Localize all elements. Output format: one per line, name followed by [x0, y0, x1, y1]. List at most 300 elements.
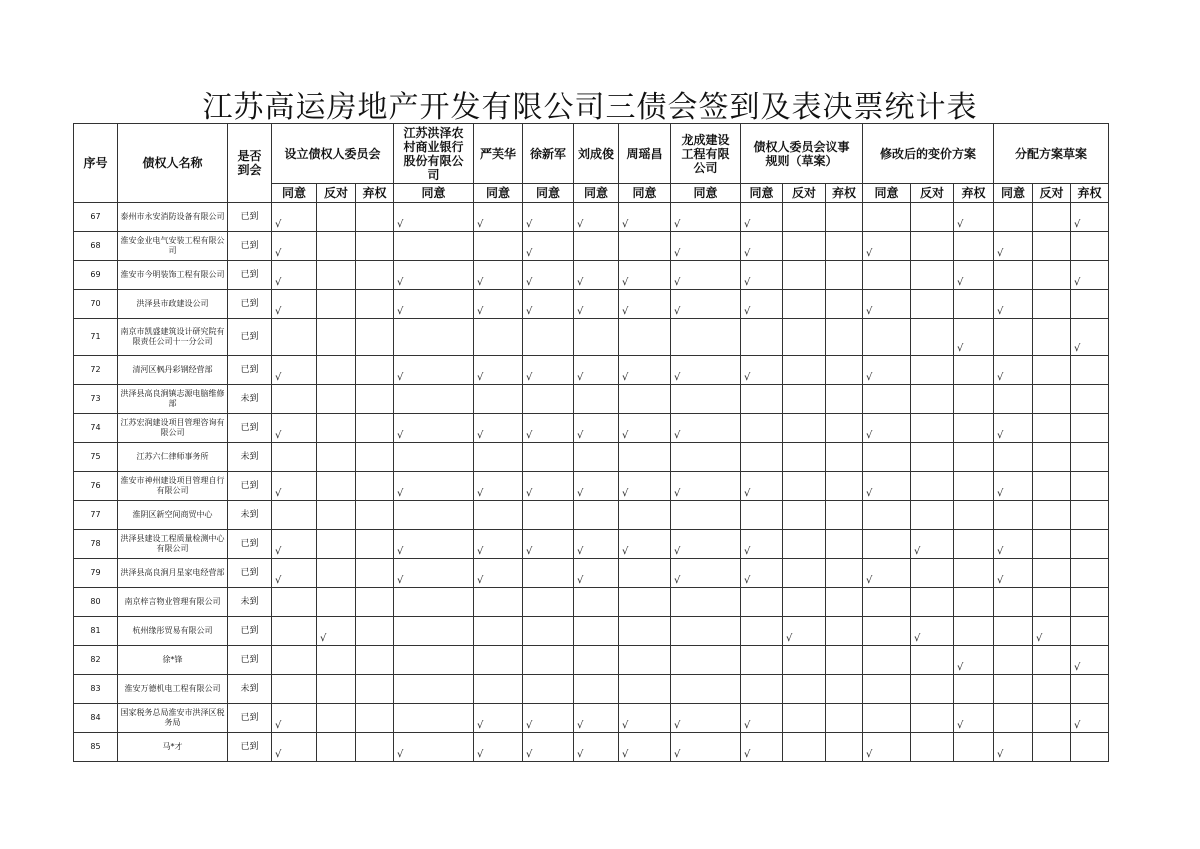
checkmark-icon: √: [622, 219, 629, 230]
vote-cell: [272, 675, 317, 704]
sub-header-9-1: 反对: [1033, 184, 1071, 203]
checkmark-icon: √: [1074, 720, 1081, 731]
vote-cell: [994, 733, 1033, 762]
vote-cell: [317, 385, 356, 414]
vote-cell: [474, 385, 523, 414]
checkmark-icon: √: [577, 488, 584, 499]
row-creditor-name: 淮安市今明装饰工程有限公司: [118, 261, 228, 290]
vote-cell: [1071, 443, 1109, 472]
vote-cell: [619, 559, 671, 588]
vote-cell: [911, 704, 954, 733]
checkmark-icon: √: [577, 219, 584, 230]
vote-cell: [671, 319, 741, 356]
vote-cell: [1033, 530, 1071, 559]
vote-cell: [1033, 261, 1071, 290]
checkmark-icon: √: [577, 277, 584, 288]
checkmark-icon: √: [622, 277, 629, 288]
vote-cell: [911, 675, 954, 704]
vote-cell: [826, 559, 863, 588]
checkmark-icon: √: [577, 430, 584, 441]
vote-cell: [574, 232, 619, 261]
vote-cell: [826, 501, 863, 530]
checkmark-icon: √: [744, 546, 751, 557]
checkmark-icon: √: [957, 720, 964, 731]
vote-cell: [317, 414, 356, 443]
vote-cell: [671, 530, 741, 559]
vote-cell: [394, 261, 474, 290]
vote-cell: [783, 356, 826, 385]
checkmark-icon: √: [1036, 633, 1043, 644]
checkmark-icon: √: [744, 575, 751, 586]
vote-cell: [523, 232, 574, 261]
vote-cell: [863, 675, 911, 704]
vote-cell: [356, 588, 394, 617]
row-creditor-name: 杭州缘彤贸易有限公司: [118, 617, 228, 646]
checkmark-icon: √: [674, 306, 681, 317]
vote-cell: [474, 443, 523, 472]
table-row: [74, 385, 1109, 414]
vote-cell: [272, 261, 317, 290]
vote-cell: [394, 501, 474, 530]
header-group-3: 徐新军: [523, 124, 574, 184]
checkmark-icon: √: [526, 277, 533, 288]
row-attendance-status: 未到: [228, 675, 272, 704]
checkmark-icon: √: [622, 372, 629, 383]
sub-header-1-0: 同意: [394, 184, 474, 203]
row-attendance-status: 已到: [228, 704, 272, 733]
vote-cell: [826, 530, 863, 559]
checkmark-icon: √: [957, 343, 964, 354]
vote-cell: [911, 588, 954, 617]
vote-cell: [783, 559, 826, 588]
checkmark-icon: √: [397, 488, 404, 499]
checkmark-icon: √: [866, 430, 873, 441]
vote-cell: [671, 356, 741, 385]
vote-cell: [474, 617, 523, 646]
checkmark-icon: √: [1074, 219, 1081, 230]
checkmark-icon: √: [275, 488, 282, 499]
vote-cell: [954, 290, 994, 319]
checkmark-icon: √: [1074, 277, 1081, 288]
vote-cell: [954, 232, 994, 261]
header-creditor-name: 债权人名称: [118, 124, 228, 203]
vote-cell: [523, 414, 574, 443]
checkmark-icon: √: [744, 372, 751, 383]
vote-cell: [671, 588, 741, 617]
vote-cell: [994, 203, 1033, 232]
vote-cell: [826, 733, 863, 762]
row-attendance-status: 已到: [228, 261, 272, 290]
row-creditor-name: 洪泽县高良涧月星家电经营部: [118, 559, 228, 588]
vote-cell: [356, 203, 394, 232]
vote-cell: [574, 733, 619, 762]
row-seq: 71: [74, 319, 118, 356]
vote-cell: [826, 203, 863, 232]
vote-cell: [317, 232, 356, 261]
vote-cell: [317, 290, 356, 319]
vote-cell: [954, 356, 994, 385]
checkmark-icon: √: [275, 430, 282, 441]
vote-cell: [826, 617, 863, 646]
vote-cell: [911, 733, 954, 762]
checkmark-icon: √: [477, 720, 484, 731]
header-group-5: 周瑶昌: [619, 124, 671, 184]
row-attendance-status: 未到: [228, 443, 272, 472]
vote-cell: [523, 385, 574, 414]
vote-cell: [671, 472, 741, 501]
vote-cell: [783, 261, 826, 290]
sub-header-0-2: 弃权: [356, 184, 394, 203]
vote-cell: [954, 646, 994, 675]
vote-cell: [619, 356, 671, 385]
vote-cell: [1033, 617, 1071, 646]
row-attendance-status: 已到: [228, 559, 272, 588]
vote-cell: [671, 501, 741, 530]
vote-cell: [741, 290, 783, 319]
vote-cell: [272, 588, 317, 617]
vote-cell: [783, 501, 826, 530]
vote-cell: [356, 414, 394, 443]
checkmark-icon: √: [275, 248, 282, 259]
checkmark-icon: √: [997, 575, 1004, 586]
checkmark-icon: √: [275, 219, 282, 230]
row-seq: 83: [74, 675, 118, 704]
checkmark-icon: √: [577, 306, 584, 317]
vote-cell: [783, 472, 826, 501]
vote-cell: [1033, 232, 1071, 261]
vote-cell: [826, 443, 863, 472]
vote-cell: [671, 261, 741, 290]
checkmark-icon: √: [477, 749, 484, 760]
vote-cell: [1071, 290, 1109, 319]
vote-cell: [863, 733, 911, 762]
table-row: [74, 443, 1109, 472]
header-group-7: 债权人委员会议事规则（草案）: [741, 124, 863, 184]
vote-cell: [394, 559, 474, 588]
vote-cell: [317, 675, 356, 704]
checkmark-icon: √: [866, 488, 873, 499]
table-row: [74, 530, 1109, 559]
vote-cell: [574, 472, 619, 501]
row-seq: 73: [74, 385, 118, 414]
row-attendance-status: 已到: [228, 319, 272, 356]
header-row: [74, 124, 1109, 184]
vote-cell: [317, 733, 356, 762]
row-creditor-name: 南京市凯盛建筑设计研究院有限责任公司十一分公司: [118, 319, 228, 356]
checkmark-icon: √: [477, 372, 484, 383]
vote-cell: [741, 646, 783, 675]
table-row: [74, 559, 1109, 588]
vote-cell: [1071, 356, 1109, 385]
vote-cell: [272, 530, 317, 559]
sub-header-8-1: 反对: [911, 184, 954, 203]
vote-cell: [954, 414, 994, 443]
checkmark-icon: √: [526, 749, 533, 760]
vote-cell: [523, 261, 574, 290]
vote-cell: [911, 356, 954, 385]
vote-cell: [1071, 472, 1109, 501]
vote-cell: [1071, 733, 1109, 762]
vote-cell: [1033, 290, 1071, 319]
vote-cell: [741, 203, 783, 232]
row-creditor-name: 淮安市神州建设项目管理自行有限公司: [118, 472, 228, 501]
checkmark-icon: √: [744, 720, 751, 731]
vote-cell: [863, 472, 911, 501]
checkmark-icon: √: [622, 546, 629, 557]
vote-cell: [574, 501, 619, 530]
vote-cell: [671, 232, 741, 261]
checkmark-icon: √: [477, 430, 484, 441]
vote-cell: [863, 414, 911, 443]
checkmark-icon: √: [914, 633, 921, 644]
row-attendance-status: 未到: [228, 588, 272, 617]
vote-cell: [317, 646, 356, 675]
vote-cell: [317, 443, 356, 472]
row-attendance-status: 已到: [228, 617, 272, 646]
vote-cell: [1033, 472, 1071, 501]
vote-cell: [1071, 232, 1109, 261]
checkmark-icon: √: [397, 219, 404, 230]
vote-cell: [474, 232, 523, 261]
vote-cell: [272, 646, 317, 675]
vote-cell: [356, 530, 394, 559]
row-attendance-status: 已到: [228, 232, 272, 261]
checkmark-icon: √: [914, 546, 921, 557]
vote-cell: [474, 733, 523, 762]
vote-cell: [619, 385, 671, 414]
vote-cell: [911, 617, 954, 646]
row-seq: 68: [74, 232, 118, 261]
vote-cell: [474, 559, 523, 588]
vote-cell: [474, 319, 523, 356]
vote-cell: [474, 704, 523, 733]
checkmark-icon: √: [477, 219, 484, 230]
checkmark-icon: √: [744, 488, 751, 499]
vote-cell: [826, 704, 863, 733]
vote-cell: [741, 559, 783, 588]
checkmark-icon: √: [397, 749, 404, 760]
vote-cell: [826, 414, 863, 443]
vote-cell: [523, 319, 574, 356]
sub-header-5-0: 同意: [619, 184, 671, 203]
row-seq: 70: [74, 290, 118, 319]
row-creditor-name: 马*才: [118, 733, 228, 762]
vote-cell: [574, 588, 619, 617]
header-attendance: 是否到会: [228, 124, 272, 203]
vote-cell: [994, 414, 1033, 443]
vote-cell: [826, 675, 863, 704]
vote-cell: [1071, 559, 1109, 588]
vote-cell: [619, 733, 671, 762]
row-seq: 67: [74, 203, 118, 232]
vote-cell: [911, 203, 954, 232]
vote-cell: [574, 203, 619, 232]
vote-cell: [574, 385, 619, 414]
vote-cell: [783, 203, 826, 232]
vote-cell: [994, 559, 1033, 588]
table-row: [74, 704, 1109, 733]
vote-cell: [317, 617, 356, 646]
vote-cell: [954, 385, 994, 414]
row-creditor-name: 淮安万德机电工程有限公司: [118, 675, 228, 704]
vote-cell: [1033, 733, 1071, 762]
checkmark-icon: √: [866, 372, 873, 383]
vote-cell: [474, 472, 523, 501]
vote-cell: [863, 290, 911, 319]
checkmark-icon: √: [526, 248, 533, 259]
sub-header-0-0: 同意: [272, 184, 317, 203]
row-attendance-status: 已到: [228, 414, 272, 443]
vote-cell: [356, 472, 394, 501]
vote-cell: [394, 617, 474, 646]
row-attendance-status: 未到: [228, 501, 272, 530]
row-seq: 77: [74, 501, 118, 530]
checkmark-icon: √: [674, 749, 681, 760]
table-row: [74, 290, 1109, 319]
vote-cell: [574, 704, 619, 733]
vote-cell: [356, 501, 394, 530]
checkmark-icon: √: [674, 430, 681, 441]
sub-header-3-0: 同意: [523, 184, 574, 203]
checkmark-icon: √: [622, 749, 629, 760]
vote-cell: [356, 261, 394, 290]
row-creditor-name: 徐*锋: [118, 646, 228, 675]
vote-cell: [523, 501, 574, 530]
vote-cell: [783, 414, 826, 443]
vote-cell: [863, 588, 911, 617]
vote-cell: [863, 530, 911, 559]
row-creditor-name: 江苏宏润建设项目管理咨询有限公司: [118, 414, 228, 443]
vote-cell: [619, 203, 671, 232]
vote-cell: [619, 588, 671, 617]
sub-header-0-1: 反对: [317, 184, 356, 203]
vote-cell: [394, 675, 474, 704]
vote-cell: [994, 356, 1033, 385]
checkmark-icon: √: [526, 720, 533, 731]
vote-cell: [863, 501, 911, 530]
vote-cell: [741, 232, 783, 261]
checkmark-icon: √: [866, 749, 873, 760]
vote-cell: [954, 617, 994, 646]
vote-cell: [317, 203, 356, 232]
vote-cell: [1071, 261, 1109, 290]
sub-header-2-0: 同意: [474, 184, 523, 203]
checkmark-icon: √: [997, 749, 1004, 760]
vote-cell: [356, 617, 394, 646]
vote-cell: [1071, 646, 1109, 675]
vote-cell: [994, 530, 1033, 559]
row-seq: 85: [74, 733, 118, 762]
row-attendance-status: 已到: [228, 472, 272, 501]
vote-cell: [272, 232, 317, 261]
vote-cell: [523, 559, 574, 588]
vote-cell: [1071, 414, 1109, 443]
vote-cell: [994, 261, 1033, 290]
vote-cell: [1071, 588, 1109, 617]
document-title: 江苏高运房地产开发有限公司三债会签到及表决票统计表: [202, 90, 978, 125]
vote-cell: [523, 530, 574, 559]
vote-cell: [783, 588, 826, 617]
vote-cell: [741, 385, 783, 414]
vote-cell: [1071, 617, 1109, 646]
vote-cell: [741, 733, 783, 762]
vote-cell: [911, 319, 954, 356]
checkmark-icon: √: [397, 372, 404, 383]
vote-cell: [783, 704, 826, 733]
vote-cell: [671, 290, 741, 319]
checkmark-icon: √: [674, 372, 681, 383]
vote-cell: [317, 588, 356, 617]
vote-cell: [474, 588, 523, 617]
checkmark-icon: √: [997, 488, 1004, 499]
vote-cell: [394, 646, 474, 675]
vote-cell: [619, 704, 671, 733]
vote-cell: [671, 443, 741, 472]
table-row: [74, 501, 1109, 530]
vote-cell: [523, 290, 574, 319]
vote-cell: [826, 290, 863, 319]
vote-cell: [1033, 203, 1071, 232]
checkmark-icon: √: [622, 488, 629, 499]
checkmark-icon: √: [674, 248, 681, 259]
vote-cell: [356, 704, 394, 733]
vote-cell: [1071, 319, 1109, 356]
vote-cell: [523, 472, 574, 501]
checkmark-icon: √: [526, 546, 533, 557]
vote-cell: [317, 356, 356, 385]
vote-cell: [671, 203, 741, 232]
vote-cell: [863, 704, 911, 733]
checkmark-icon: √: [275, 749, 282, 760]
vote-cell: [1033, 704, 1071, 733]
vote-cell: [911, 559, 954, 588]
row-seq: 82: [74, 646, 118, 675]
vote-cell: [911, 530, 954, 559]
checkmark-icon: √: [622, 430, 629, 441]
vote-cell: [911, 443, 954, 472]
vote-cell: [1033, 646, 1071, 675]
vote-cell: [671, 617, 741, 646]
row-creditor-name: 洪泽县高良涧镇志源电脑维修部: [118, 385, 228, 414]
vote-cell: [574, 530, 619, 559]
vote-cell: [356, 443, 394, 472]
checkmark-icon: √: [622, 720, 629, 731]
vote-cell: [994, 232, 1033, 261]
vote-cell: [619, 617, 671, 646]
vote-cell: [272, 733, 317, 762]
vote-cell: [523, 675, 574, 704]
vote-cell: [272, 385, 317, 414]
vote-cell: [272, 501, 317, 530]
vote-cell: [523, 443, 574, 472]
vote-cell: [954, 675, 994, 704]
vote-cell: [1033, 319, 1071, 356]
row-creditor-name: 清河区枫丹彩钢经营部: [118, 356, 228, 385]
vote-cell: [994, 704, 1033, 733]
vote-cell: [523, 646, 574, 675]
checkmark-icon: √: [866, 306, 873, 317]
vote-cell: [1071, 385, 1109, 414]
vote-cell: [954, 261, 994, 290]
vote-cell: [671, 646, 741, 675]
checkmark-icon: √: [674, 219, 681, 230]
row-attendance-status: 已到: [228, 356, 272, 385]
vote-cell: [741, 588, 783, 617]
vote-cell: [994, 675, 1033, 704]
vote-cell: [356, 559, 394, 588]
vote-cell: [671, 414, 741, 443]
vote-cell: [954, 733, 994, 762]
